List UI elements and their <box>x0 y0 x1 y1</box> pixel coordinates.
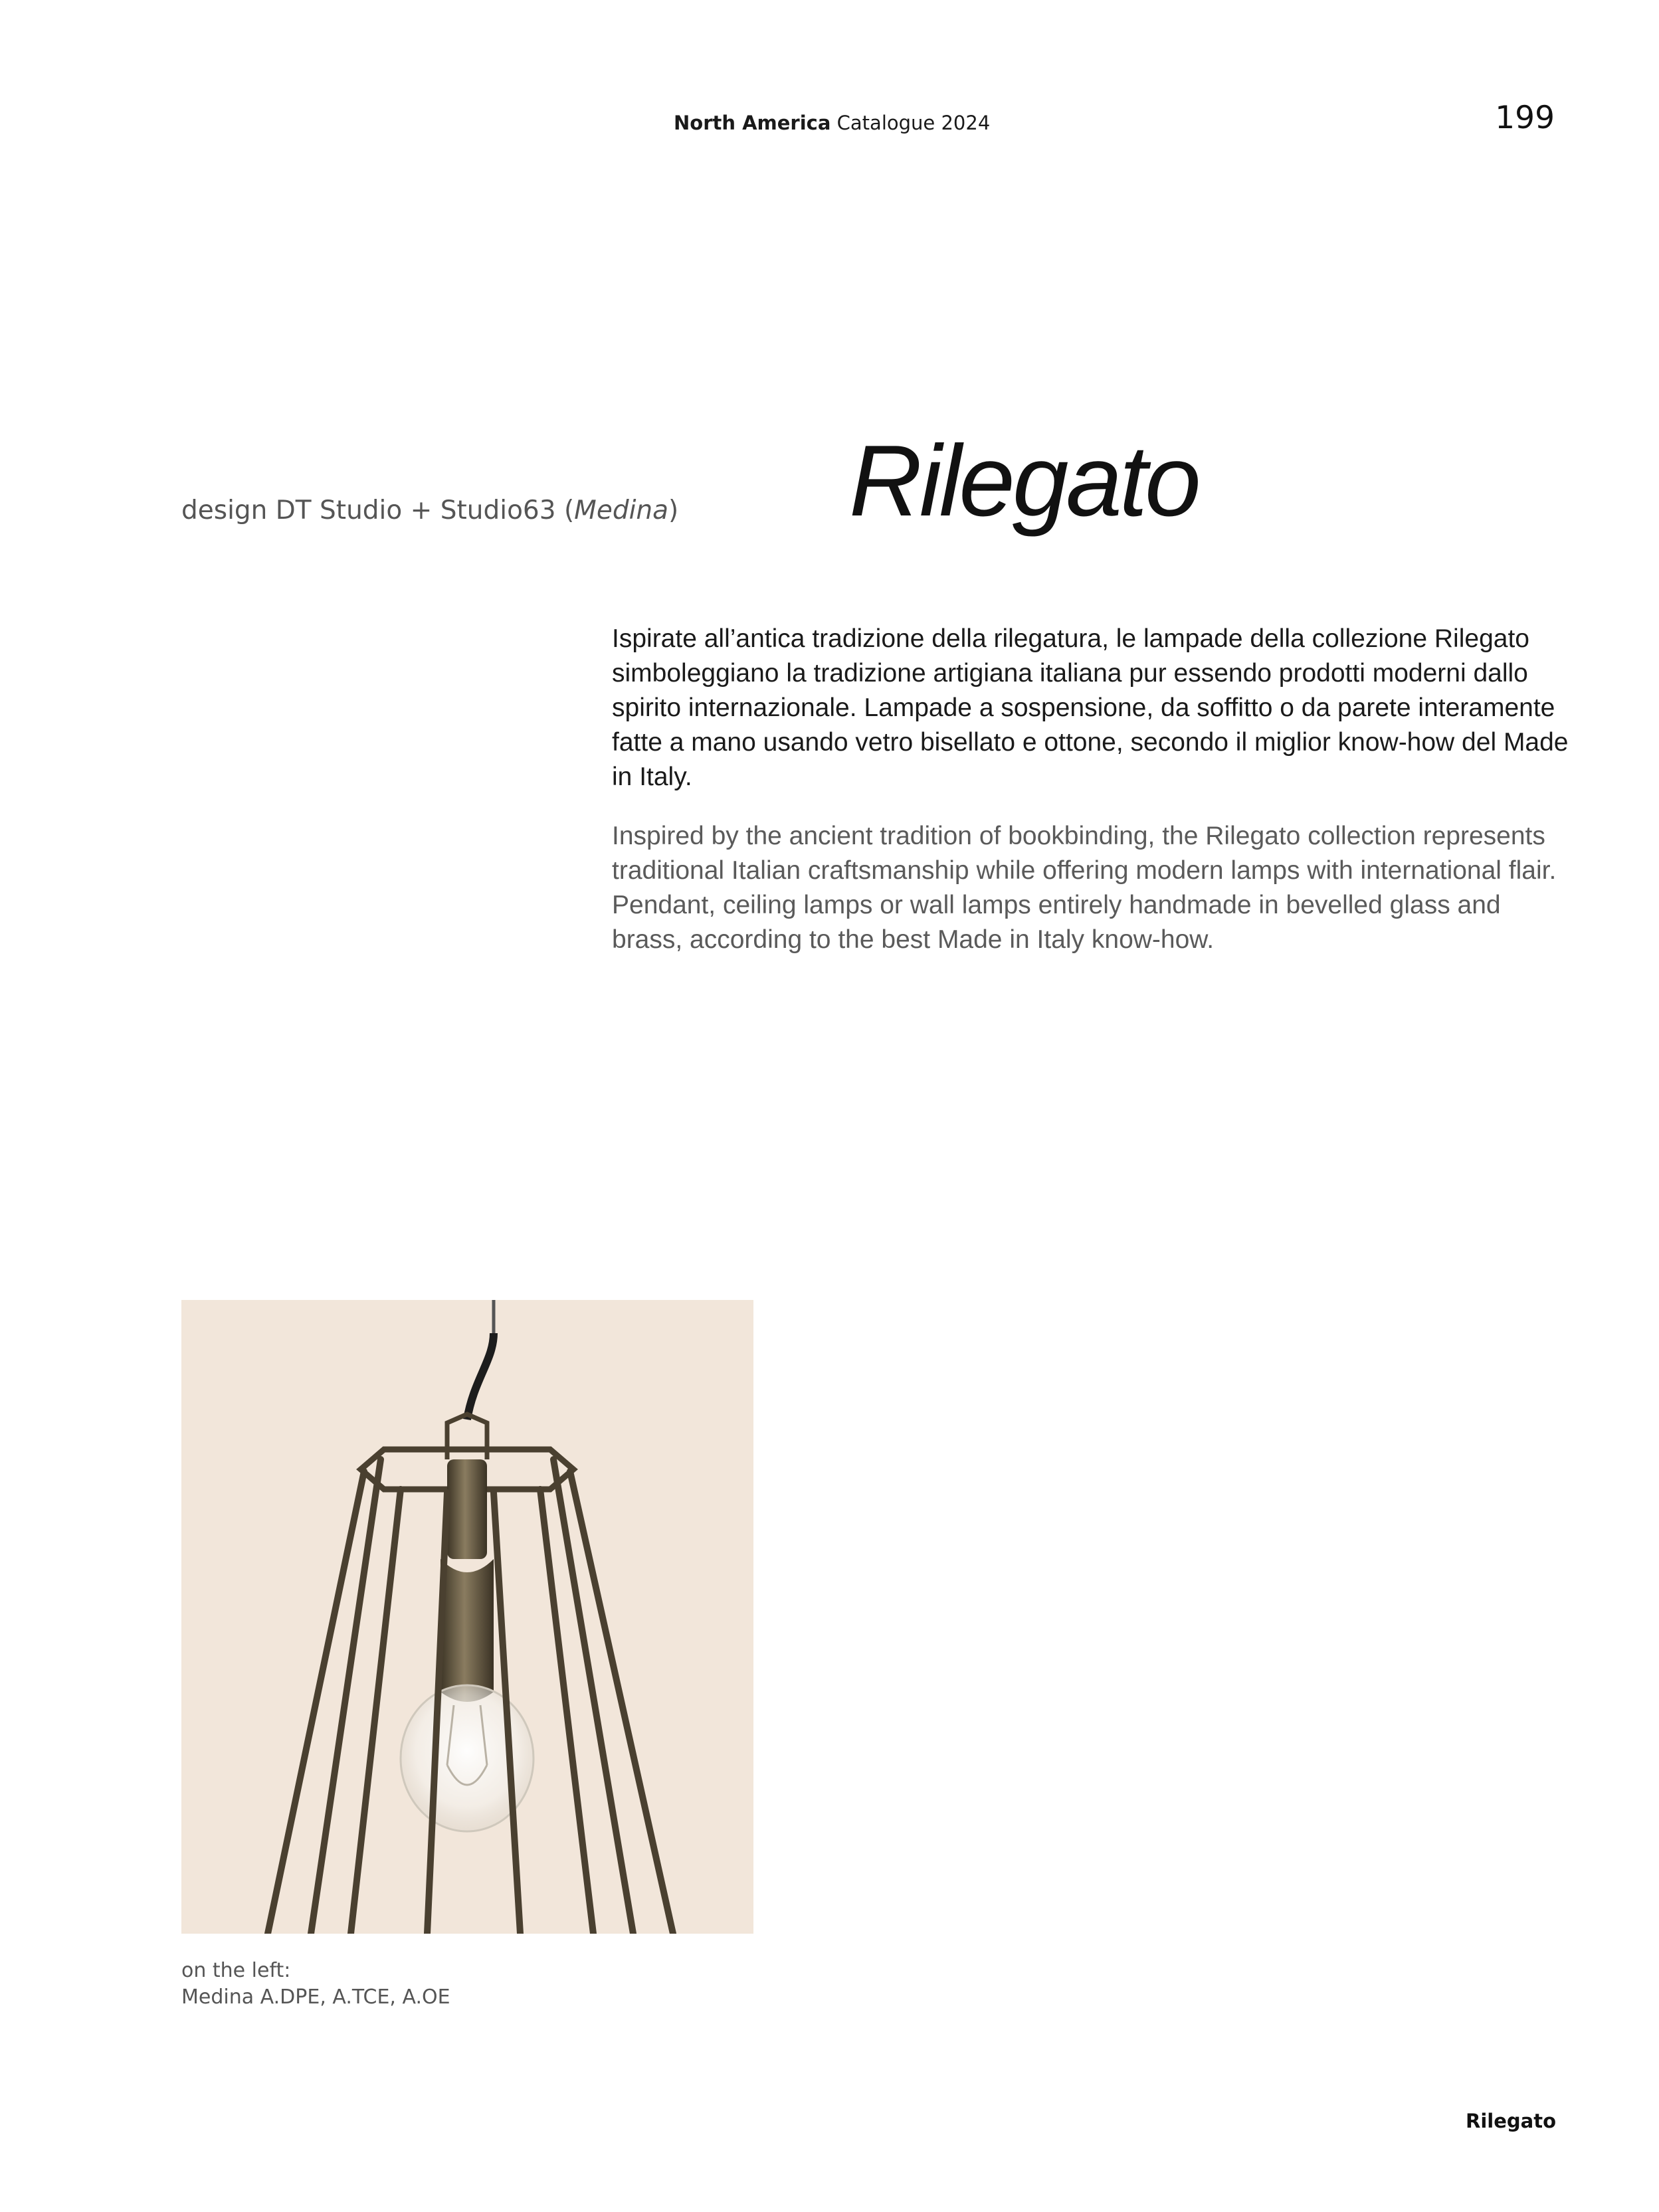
design-credit-suffix: ) <box>668 496 679 525</box>
design-credit <box>181 496 678 525</box>
pendant-lamp-illustration <box>181 1300 753 1934</box>
description-english-paragraph-1: Inspired by the ancient tradition of bookbinding, the Rilegato collection represents traditional Italian craftsmanship while offering modern lamps with international flair. <box>612 822 1557 885</box>
description-italian: Ispirate all’antica tradizione della rilegatura, le lampade della collezione Rilegato simboleggiano la tradizione artigiana italiana pur essendo prodotti moderni dallo spirito internazionale. Lampade a sospensione, da soffitto o da parete interamente fatte a mano usando vetro bisellato e ottone, secondo il miglior know-how del Made in Italy. <box>612 624 1569 791</box>
design-credit-model: Medina <box>574 496 669 525</box>
caption-line-1: on the left: <box>181 1959 291 1982</box>
footer-section-label: Rilegato <box>1466 2110 1556 2132</box>
design-credit-prefix: design DT Studio + Studio63 ( <box>181 496 575 525</box>
collection-title: Rilegato <box>849 424 1199 537</box>
description-english <box>612 819 1569 957</box>
header-catalogue: Catalogue 2024 <box>836 112 991 134</box>
catalogue-header <box>674 112 990 134</box>
product-photo-medina-pendant <box>181 1300 753 1934</box>
header-brand: North America <box>674 112 831 134</box>
photo-caption <box>181 1958 450 2011</box>
socket-lower <box>440 1559 494 1702</box>
hanging-hook <box>447 1414 487 1459</box>
power-cord <box>467 1333 494 1420</box>
socket <box>447 1459 487 1559</box>
page-number: 199 <box>1495 100 1555 136</box>
caption-line-2: Medina A.DPE, A.TCE, A.OE <box>181 1985 450 2009</box>
description-english-paragraph-2: Pendant, ceiling lamps or wall lamps entirely handmade in bevelled glass and brass, according to the best Made in Italy know-how. <box>612 891 1501 954</box>
